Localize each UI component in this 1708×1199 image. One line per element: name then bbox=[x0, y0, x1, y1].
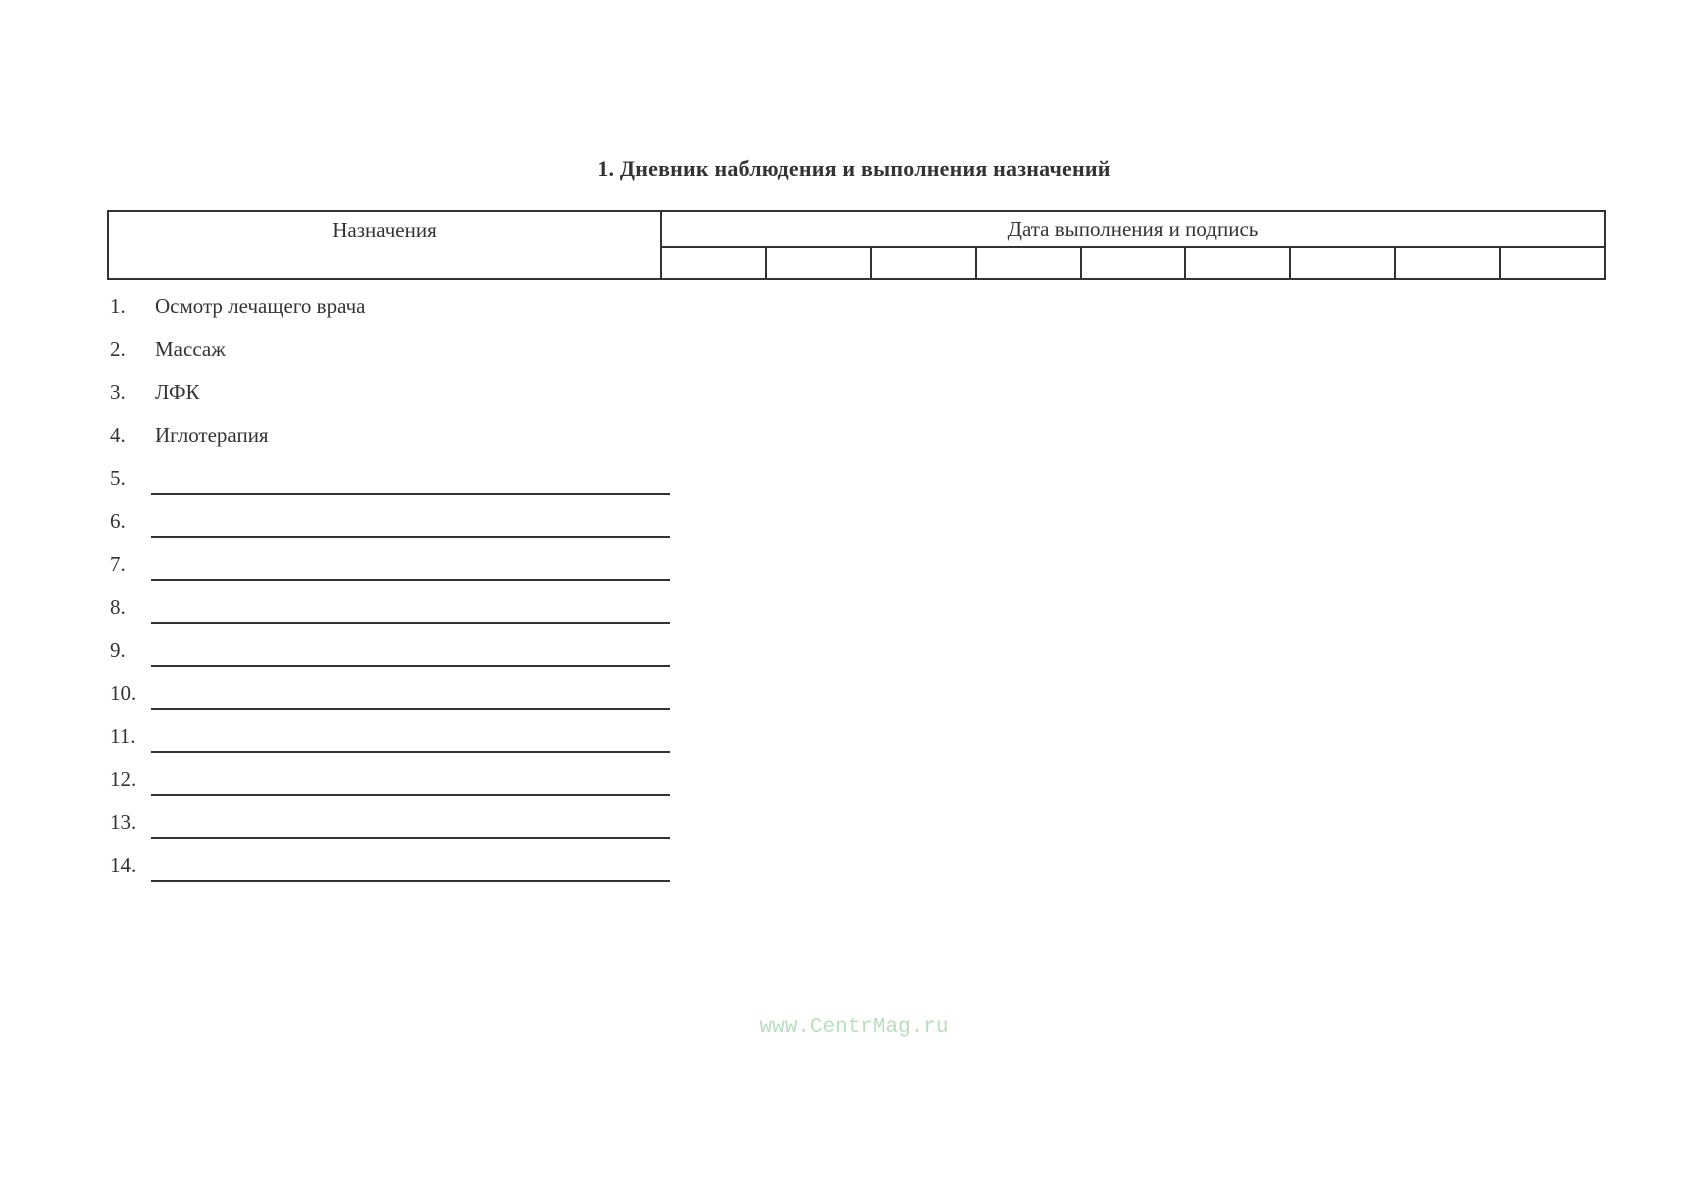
date-cell[interactable] bbox=[767, 248, 872, 278]
blank-fill-line[interactable] bbox=[151, 880, 670, 882]
list-item-number: 9. bbox=[110, 638, 126, 662]
list-item bbox=[110, 847, 670, 890]
blank-fill-line[interactable] bbox=[151, 493, 670, 495]
list-item-number: 14. bbox=[110, 853, 137, 877]
header-table bbox=[107, 210, 1606, 280]
date-cell[interactable] bbox=[1396, 248, 1501, 278]
list-item bbox=[110, 503, 670, 546]
list-item-number: 13. bbox=[110, 810, 137, 834]
list-item bbox=[110, 761, 670, 804]
date-cell[interactable] bbox=[662, 248, 767, 278]
list-item bbox=[110, 331, 670, 374]
list-item-number: 7. bbox=[110, 552, 126, 576]
list-item bbox=[110, 546, 670, 589]
list-item bbox=[110, 288, 670, 331]
date-cells-row bbox=[662, 248, 1604, 278]
column-header-dates bbox=[662, 212, 1604, 278]
blank-fill-line[interactable] bbox=[151, 536, 670, 538]
list-item bbox=[110, 460, 670, 503]
list-item bbox=[110, 632, 670, 675]
blank-fill-line[interactable] bbox=[151, 751, 670, 753]
blank-fill-line[interactable] bbox=[151, 837, 670, 839]
date-cell[interactable] bbox=[872, 248, 977, 278]
list-item-text: Осмотр лечащего врача bbox=[155, 294, 366, 318]
list-item-number: 1. bbox=[110, 294, 126, 318]
list-item-number: 12. bbox=[110, 767, 137, 791]
list-item-number: 3. bbox=[110, 380, 126, 404]
list-item bbox=[110, 718, 670, 761]
column-header-prescriptions-label: Назначения bbox=[332, 218, 437, 242]
list-item-text: Массаж bbox=[155, 337, 226, 361]
column-header-prescriptions bbox=[109, 212, 662, 278]
blank-fill-line[interactable] bbox=[151, 708, 670, 710]
page-title: 1. Дневник наблюдения и выполнения назначений bbox=[597, 156, 1111, 181]
blank-fill-line[interactable] bbox=[151, 794, 670, 796]
list-item-number: 11. bbox=[110, 724, 136, 748]
blank-fill-line[interactable] bbox=[151, 622, 670, 624]
list-item-number: 4. bbox=[110, 423, 126, 447]
list-item bbox=[110, 804, 670, 847]
column-header-dates-label: Дата выполнения и подпись bbox=[662, 212, 1604, 248]
list-item-number: 8. bbox=[110, 595, 126, 619]
date-cell[interactable] bbox=[1291, 248, 1396, 278]
list-item bbox=[110, 417, 670, 460]
list-item-number: 6. bbox=[110, 509, 126, 533]
date-cell[interactable] bbox=[1082, 248, 1187, 278]
blank-fill-line[interactable] bbox=[151, 665, 670, 667]
date-cell[interactable] bbox=[977, 248, 1082, 278]
watermark: www.CentrMag.ru bbox=[759, 1016, 949, 1039]
blank-fill-line[interactable] bbox=[151, 579, 670, 581]
list-item bbox=[110, 675, 670, 718]
list-item-number: 10. bbox=[110, 681, 137, 705]
date-cell[interactable] bbox=[1501, 248, 1604, 278]
list-item-number: 2. bbox=[110, 337, 126, 361]
date-cell[interactable] bbox=[1186, 248, 1291, 278]
prescription-list bbox=[110, 288, 670, 890]
list-item bbox=[110, 374, 670, 417]
list-item bbox=[110, 589, 670, 632]
list-item-text: Иглотерапия bbox=[155, 423, 269, 447]
list-item-number: 5. bbox=[110, 466, 126, 490]
list-item-text: ЛФК bbox=[155, 380, 200, 404]
